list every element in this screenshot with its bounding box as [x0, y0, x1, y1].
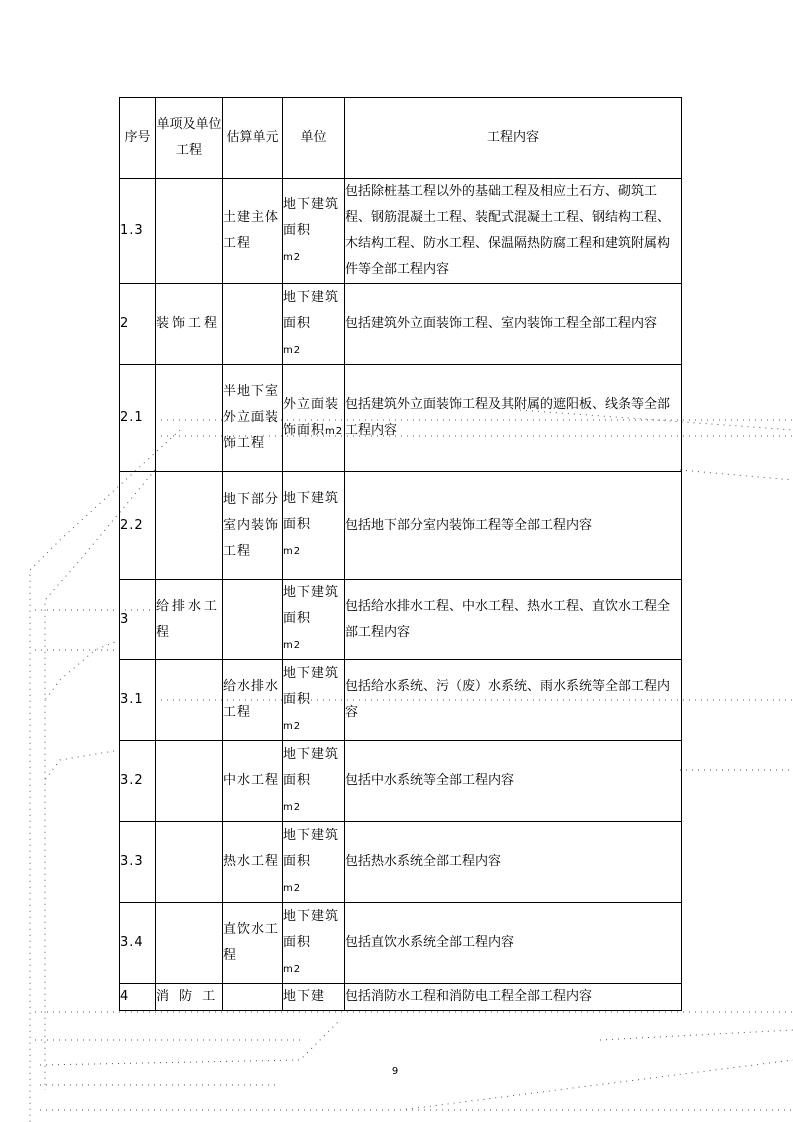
row-unit-text: 地下建筑面积: [283, 665, 340, 707]
row-content: 包括建筑外立面装饰工程及其附属的遮阳板、线条等全部工程内容: [345, 365, 682, 472]
row-unit-text: 外立面装饰面积: [283, 396, 340, 438]
row-unit-sub: m2: [283, 546, 302, 557]
header-no: 序号: [120, 98, 156, 179]
header-unit: 单位: [283, 98, 345, 179]
row-unit: [283, 903, 345, 984]
row-item: [156, 179, 223, 284]
row-no: 2.1: [120, 365, 156, 472]
row-estimate-unit: 地下部分室内装饰工程: [223, 472, 283, 580]
row-unit: [283, 741, 345, 822]
table-header-row: [120, 98, 682, 179]
row-unit-sub: m2: [283, 251, 302, 263]
row-estimate-unit: 给水排水工程: [223, 660, 283, 741]
table-row: [120, 284, 682, 365]
row-unit-sub: m2: [283, 801, 302, 813]
row-item: [156, 365, 223, 472]
engineering-content-table: [119, 97, 682, 1011]
row-unit-text: 地下建筑面积: [283, 827, 340, 869]
row-estimate-unit: 中水工程: [223, 741, 283, 822]
row-unit: [283, 822, 345, 903]
row-content: 包括热水系统全部工程内容: [345, 822, 682, 903]
header-content: 工程内容: [345, 98, 682, 179]
row-no: 3: [120, 580, 156, 660]
row-content: 包括地下部分室内装饰工程等全部工程内容: [345, 472, 682, 580]
row-unit: 地下建: [283, 984, 345, 1011]
row-estimate-unit: 热水工程: [223, 822, 283, 903]
table-row: [120, 903, 682, 984]
row-no: 3.2: [120, 741, 156, 822]
row-estimate-unit: 直饮水工程: [223, 903, 283, 984]
row-item: [156, 472, 223, 580]
row-content: 包括直饮水系统全部工程内容: [345, 903, 682, 984]
row-unit-sub: m2: [283, 720, 302, 732]
row-item: 给排水工程: [156, 580, 223, 660]
row-unit-sub: m2: [283, 882, 302, 894]
row-no: 2.2: [120, 472, 156, 580]
header-estimate-unit: 估算单元: [223, 98, 283, 179]
row-unit: [283, 660, 345, 741]
row-estimate-unit: [223, 284, 283, 365]
row-no: 1.3: [120, 179, 156, 284]
row-no: 2: [120, 284, 156, 365]
row-unit: [283, 472, 345, 580]
row-no: 3.3: [120, 822, 156, 903]
table-row: [120, 580, 682, 660]
table-row: [120, 660, 682, 741]
page-number: 9: [391, 1066, 399, 1077]
row-item: [156, 822, 223, 903]
table-row: [120, 179, 682, 284]
row-content: 包括中水系统等全部工程内容: [345, 741, 682, 822]
table-row: [120, 365, 682, 472]
row-no: 4: [120, 984, 156, 1011]
row-unit-text: 地下建筑面积: [283, 585, 340, 626]
table-row: [120, 984, 682, 1011]
row-content: 包括消防水工程和消防电工程全部工程内容: [345, 984, 682, 1011]
table-row: [120, 822, 682, 903]
row-no: 3.1: [120, 660, 156, 741]
row-content: 包括除桩基工程以外的基础工程及相应土石方、砌筑工程、钢筋混凝土工程、装配式混凝土工程、钢结构工程、木结构工程、防水工程、保温隔热防腐工程和建筑附属构件等全部工程内容: [345, 179, 682, 284]
row-no: 3.4: [120, 903, 156, 984]
row-unit-text: 地下建筑面积: [283, 746, 340, 788]
row-estimate-unit: 半地下室外立面装饰工程: [223, 365, 283, 472]
row-content: 包括建筑外立面装饰工程、室内装饰工程全部工程内容: [345, 284, 682, 365]
row-unit: [283, 365, 345, 472]
row-estimate-unit: 土建主体工程: [223, 179, 283, 284]
row-estimate-unit: [223, 984, 283, 1011]
row-item: 装饰工程: [156, 284, 223, 365]
row-content: 包括给水排水工程、中水工程、热水工程、直饮水工程全部工程内容: [345, 580, 682, 660]
row-unit-text: 地下建筑面积: [283, 908, 340, 950]
table-row: [120, 472, 682, 580]
row-item: [156, 903, 223, 984]
row-unit-sub: m2: [283, 344, 302, 356]
row-content: 包括给水系统、污（废）水系统、雨水系统等全部工程内容: [345, 660, 682, 741]
row-item: [156, 660, 223, 741]
row-unit: [283, 179, 345, 284]
row-unit-text: 地下建筑面积: [283, 289, 340, 331]
row-unit-text: 地下建筑面积: [283, 196, 340, 238]
row-unit-text: 地下建筑面积: [283, 491, 340, 532]
row-unit: [283, 284, 345, 365]
row-unit: [283, 580, 345, 660]
row-item: 消 防 工: [156, 984, 223, 1011]
row-estimate-unit: [223, 580, 283, 660]
row-unit-sub: m2: [283, 640, 302, 651]
row-unit-sub: m2: [283, 963, 302, 975]
table-row: [120, 741, 682, 822]
header-item: 单项及单位工程: [156, 98, 223, 179]
row-unit-sub: m2: [325, 425, 344, 437]
row-item: [156, 741, 223, 822]
